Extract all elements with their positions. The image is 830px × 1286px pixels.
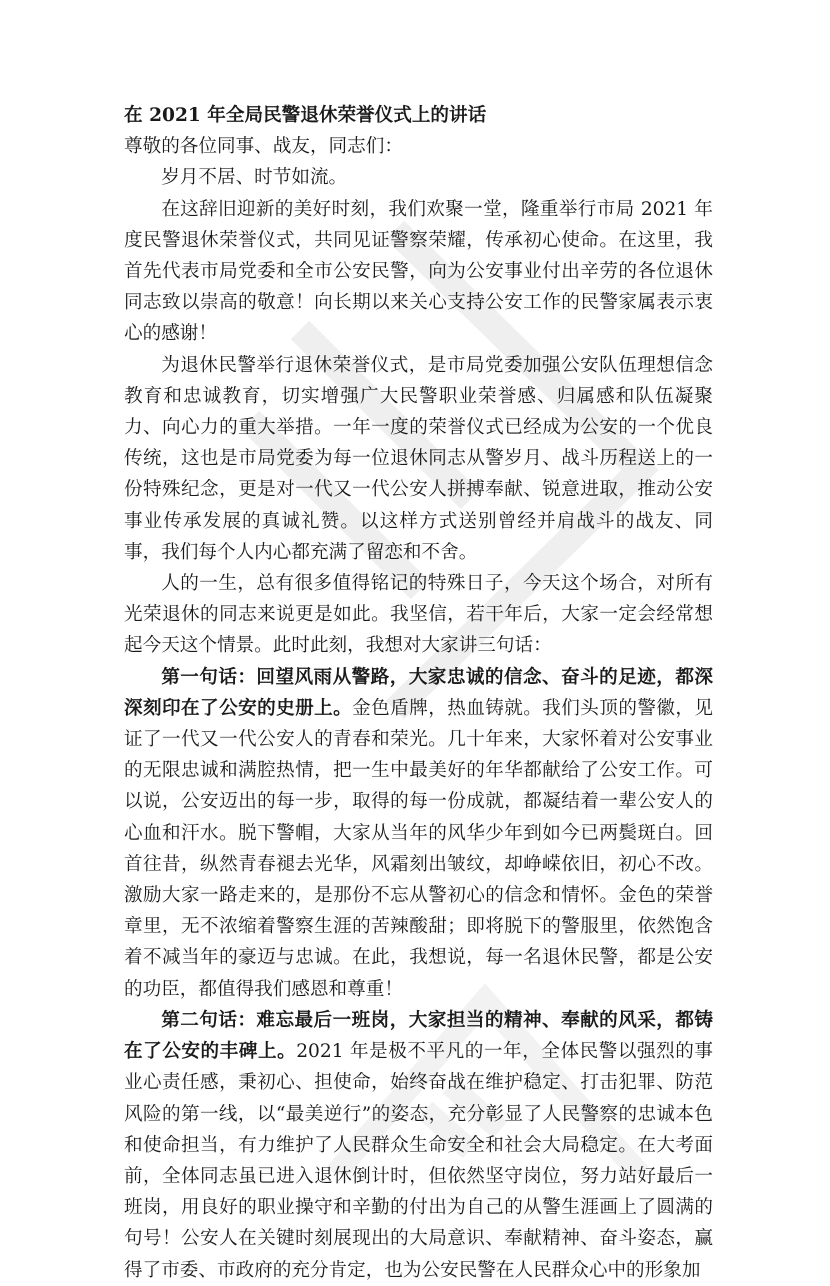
section-heading: 第二句话：难忘最后一班岗，大家担当的精神、奉献的风采，都铸在了公安的丰碑上。: [124, 1009, 713, 1063]
paragraph: 岁月不居、时节如流。: [161, 167, 348, 189]
paragraph: 人的一生，总有很多值得铭记的特殊日子，今天这个场合，对所有光荣退休的同志来说更是如此。我坚信，若干年后，大家一定会经常想起今天这个情景。此时此刻，我想对大家讲三句话：: [124, 573, 713, 657]
paragraph: [124, 1005, 713, 1286]
salutation: 尊敬的各位同事、战友，同志们：: [124, 136, 403, 158]
paragraph-text: 金色盾牌，热血铸就。我们头顶的警徽，见证了一代又一代公安人的青春和荣光。几十年来，大家怀着对公安事业的无限忠诚和满腔热情，把一生中最美好的年华都献给了公安工作。可以说，公安迈出的每一步，取得的每一份成就，都凝结着一辈公安人的心血和汗水。脱下警帽，大家从当年的风华少年到如今已两鬓斑白。回首往昔，纵然青春褪去光华，风霜刻出皱纹，却峥嵘依旧，初心不改。激励大家一路走来的，是那份不忘从警初心的信念和情怀。金色的荣誉章里，无不浓缩着警察生涯的苦辣酸甜；即将脱下的警服里，依然饱含着不减当年的豪迈与忠诚。在此，我想说，每一名退休民警，都是公安的功臣，都值得我们感恩和尊重！: [124, 697, 713, 1000]
paragraph: 在这辞旧迎新的美好时刻，我们欢聚一堂，隆重举行市局 2021 年度民警退休荣誉仪式，共同见证警察荣耀，传承初心使命。在这里，我首先代表市局党委和全市公安民警，向为公安事业付出辛劳的各位退休同志致以崇高的敬意！向长期以来关心支持公安工作的民警家属表示衷心的感谢！: [124, 198, 713, 345]
document-body: [124, 100, 713, 1286]
document-title: 在 2021 年全局民警退休荣誉仪式上的讲话: [124, 105, 487, 126]
paragraph-text: 2021 年是极不平凡的一年，全体民警以强烈的事业心责任感，秉初心、担使命，始终奋战在维护稳定、打击犯罪、防范风险的第一线，以“最美逆行”的姿态，充分彰显了人民警察的忠诚本色和使命担当，有力维护了人民群众生命安全和社会大局稳定。在大考面前，全体同志虽已进入退休倒计时，但依然坚守岗位，努力站好最后一班岗，用良好的职业操守和辛勤的付出为自己的从警生涯画上了圆满的句号！公安人在关键时刻展现出的大局意识、奉献精神、奋斗姿态，赢得了市委、市政府的充分肯定，也为公安民警在人民群众心中的形象加: [124, 1041, 713, 1281]
paragraph: 为退休民警举行退休荣誉仪式，是市局党委加强公安队伍理想信念教育和忠诚教育，切实增强广大民警职业荣誉感、归属感和队伍凝聚力、向心力的重大举措。一年一度的荣誉仪式已经成为公安的一个优良传统，这也是市局党委为每一位退休同志从警岁月、战斗历程送上的一份特殊纪念，更是对一代又一代公安人拼搏奉献、锐意进取，推动公安事业传承发展的真诚礼赞。以这样方式送别曾经并肩战斗的战友、同事，我们每个人内心都充满了留恋和不舍。: [124, 354, 713, 563]
paragraph: [124, 662, 713, 1005]
section-heading: 第一句话：回望风雨从警路，大家忠诚的信念、奋斗的足迹，都深深刻印在了公安的史册上。: [124, 666, 713, 719]
